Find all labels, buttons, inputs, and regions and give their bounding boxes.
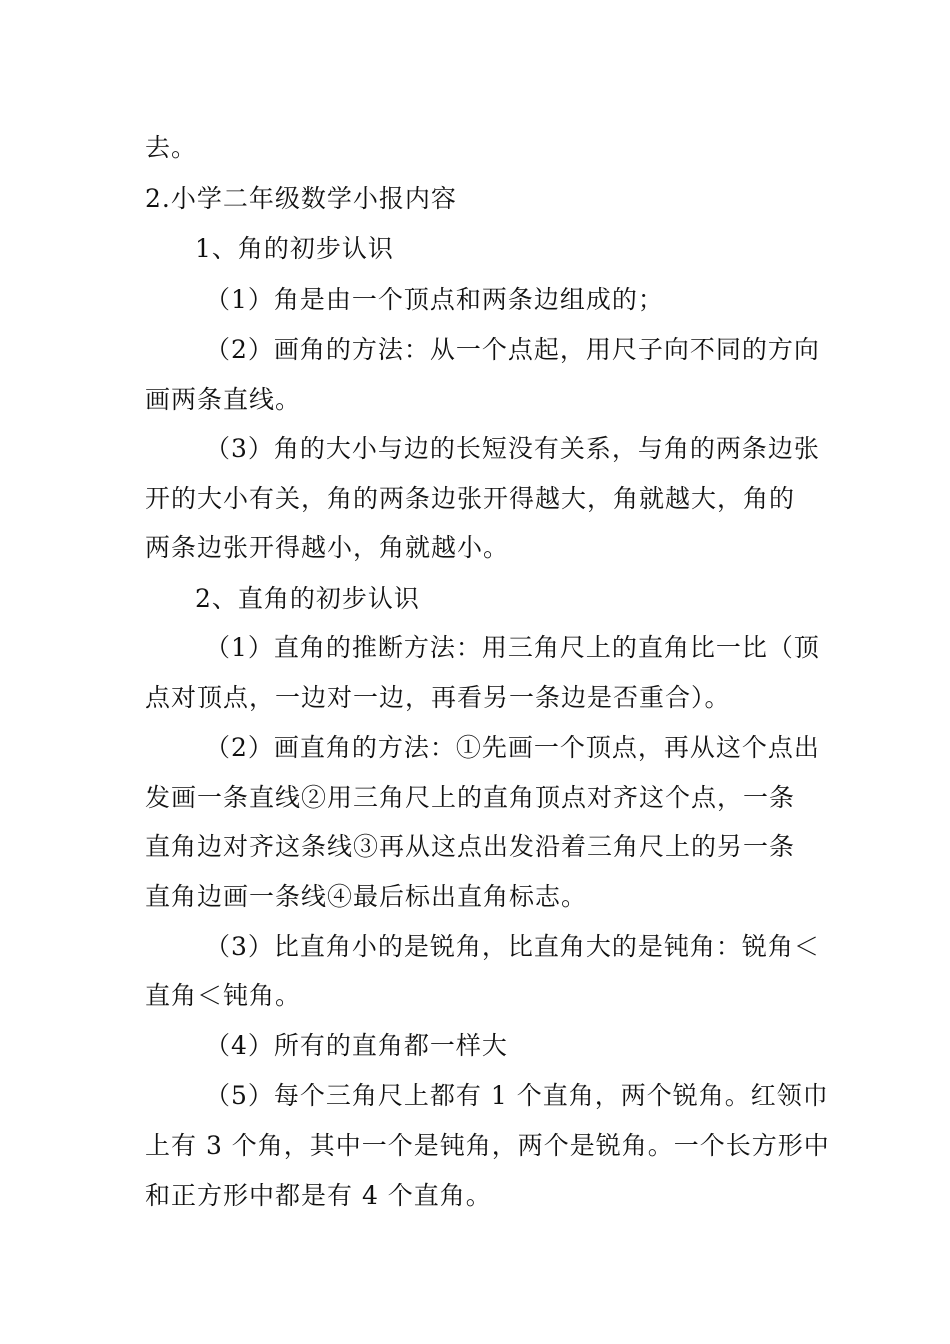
text-line: （2）画角的方法：从一个点起，用尺子向不同的方向 (205, 335, 820, 364)
text-line: 开的大小有关，角的两条边张开得越大，角就越大，角的 (145, 484, 796, 513)
section-heading: 2.小学二年级数学小报内容 (145, 184, 457, 213)
text-line: 画两条直线。 (145, 385, 302, 414)
text-line: （1）角是由一个顶点和两条边组成的； (205, 285, 664, 314)
text-line: 去。 (145, 133, 198, 162)
text-line: 上有 3 个角，其中一个是钝角，两个是锐角。一个长方形中 (145, 1131, 830, 1160)
subsection-heading: 1、角的初步认识 (195, 234, 394, 263)
text-line: （2）画直角的方法：①先画一个顶点，再从这个点出 (205, 733, 820, 762)
text-line: 发画一条直线②用三角尺上的直角顶点对齐这个点，一条 (145, 783, 796, 812)
text-line: 直角边画一条线④最后标出直角标志。 (145, 882, 588, 911)
text-line: 直角边对齐这条线③再从这点出发沿着三角尺上的另一条 (145, 832, 796, 861)
text-line: 点对顶点，一边对一边，再看另一条边是否重合）。 (145, 683, 731, 712)
subsection-heading: 2、直角的初步认识 (195, 584, 420, 613)
text-line: 直角＜钝角。 (145, 981, 302, 1010)
text-line: （3）比直角小的是锐角，比直角大的是钝角：锐角＜ (205, 932, 820, 961)
text-line: （4）所有的直角都一样大 (205, 1031, 508, 1060)
text-line: （5）每个三角尺上都有 1 个直角，两个锐角。红领巾 (205, 1081, 829, 1110)
text-line: （3）角的大小与边的长短没有关系，与角的两条边张 (205, 434, 820, 463)
text-line: 两条边张开得越小，角就越小。 (145, 533, 510, 562)
text-line: 和正方形中都是有 4 个直角。 (145, 1181, 492, 1210)
text-line: （1）直角的推断方法：用三角尺上的直角比一比（顶 (205, 633, 820, 662)
